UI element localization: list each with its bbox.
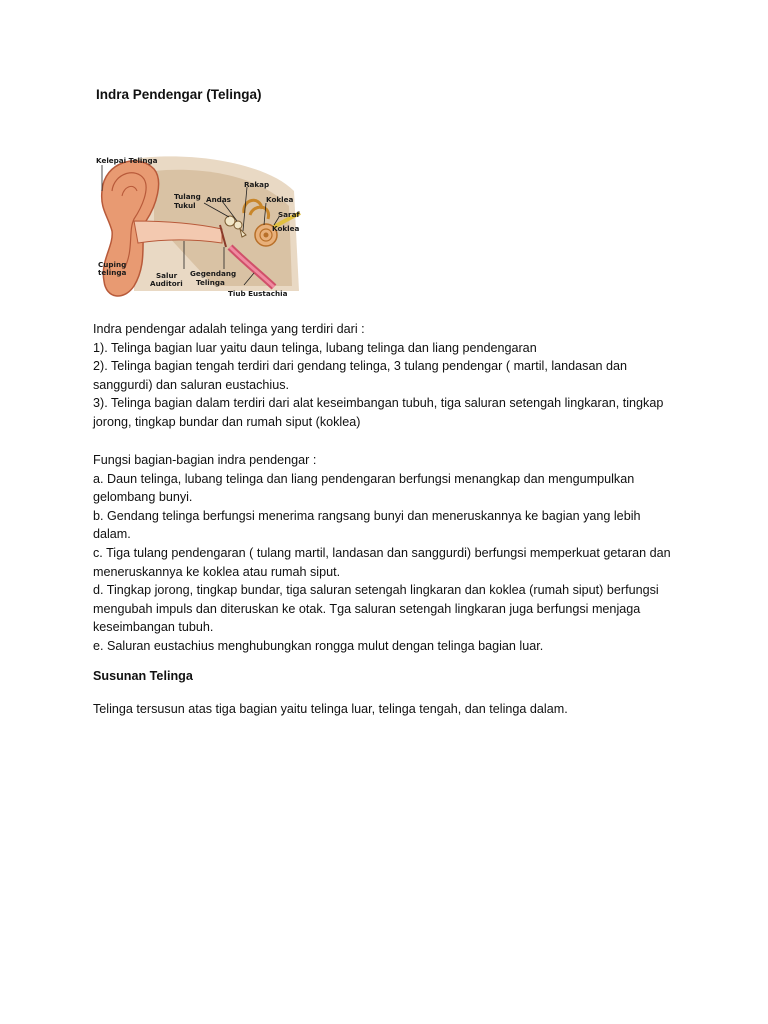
susunan-text: Telinga tersusun atas tiga bagian yaitu telinga luar, telinga tengah, dan telinga dalam.: [93, 702, 568, 716]
function-item-b: b. Gendang telinga berfungsi menerima rangsang bunyi dan meneruskannya ke bagian yang lebih dalam.: [93, 508, 641, 542]
function-item-e: e. Saluran eustachius menghubungkan rongga mulut dengan telinga bagian luar.: [93, 638, 544, 653]
label-saraf-koklea-1: Saraf: [278, 210, 300, 219]
function-item-d: d. Tingkap jorong, tingkap bundar, tiga saluran setengah lingkaran dan koklea (rumah siput) berfungsi mengubah impuls dan diteruskan ke otak. Tga saluran setengah lingkaran juga berfungsi menjaga keseimbangan tubuh.: [93, 583, 659, 635]
intro-lead: Indra pendengar adalah telinga yang terdiri dari :: [93, 322, 365, 336]
document-title: Indra Pendengar (Telinga): [96, 87, 262, 102]
label-kelepai-telinga: Kelepai Telinga: [96, 156, 158, 165]
intro-item-3: 3). Telinga bagian dalam terdiri dari alat keseimbangan tubuh, tiga saluran setengah lingkaran, tingkap jorong, tingkap bundar dan rumah siput (koklea): [93, 396, 664, 429]
label-andas: Andas: [206, 195, 231, 204]
label-tulang-tukul-1: Tulang: [174, 192, 201, 201]
intro-item-2: 2). Telinga bagian tengah terdiri dari gendang telinga, 3 tulang pendengar ( martil, landasan dan sanggurdi) dan saluran eustachius.: [93, 359, 627, 392]
function-section: [93, 451, 673, 656]
label-salur-1: Salur: [156, 271, 178, 280]
label-cuping-1: Cuping: [98, 260, 127, 269]
label-saraf-koklea-2: Koklea: [272, 224, 300, 233]
intro-item-1: 1). Telinga bagian luar yaitu daun telinga, lubang telinga dan liang pendengaran: [93, 340, 537, 355]
label-gegendang-2: Telinga: [196, 278, 225, 287]
label-gegendang-1: Gegendang: [190, 269, 237, 278]
function-item-a: a. Daun telinga, lubang telinga dan liang pendengaran berfungsi menangkap dan mengumpulkan gelombang bunyi.: [93, 471, 635, 505]
label-cuping-2: telinga: [98, 268, 127, 277]
label-salur-2: Auditori: [150, 279, 183, 288]
intro-section: [93, 320, 673, 432]
ear-anatomy-diagram: [94, 151, 306, 303]
label-tulang-tukul-2: Tukul: [174, 201, 196, 210]
function-item-c: c. Tiga tulang pendengaran ( tulang martil, landasan dan sanggurdi) berfungsi memperkuat getaran dan meneruskannya ke koklea atau rumah siput.: [93, 545, 671, 579]
label-rakap: Rakap: [244, 180, 270, 189]
label-koklea: Koklea: [266, 195, 294, 204]
susunan-heading: Susunan Telinga: [93, 669, 193, 683]
label-tiub-eustachia: Tiub Eustachia: [228, 289, 288, 298]
function-lead: Fungsi bagian-bagian indra pendengar :: [93, 453, 317, 467]
